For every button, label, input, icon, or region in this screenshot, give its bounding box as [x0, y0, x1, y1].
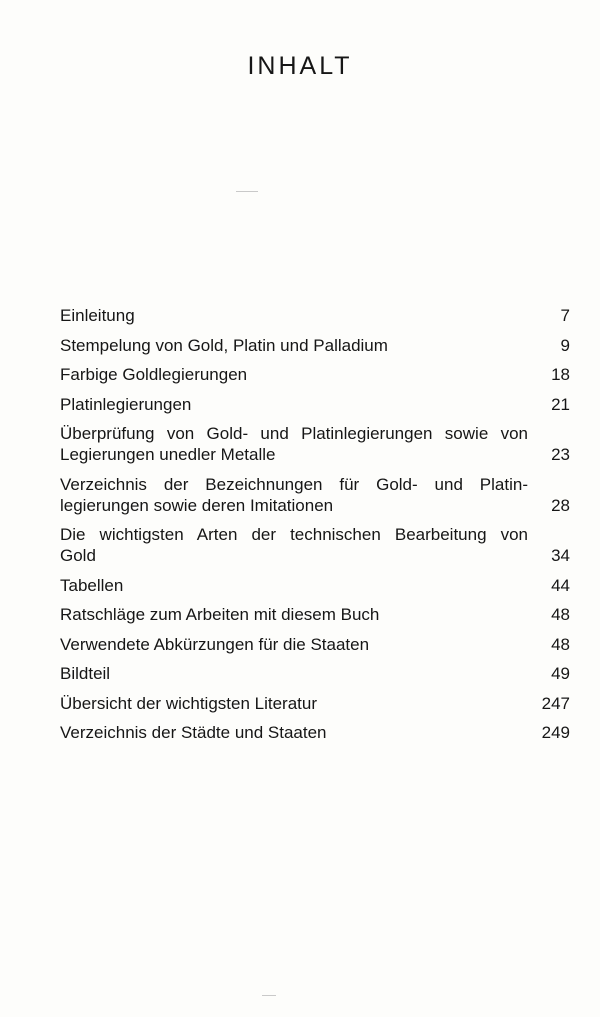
toc-entry: [60, 474, 570, 516]
toc-entry-title: [60, 364, 542, 385]
toc-entry-title-line: Tabellen: [60, 575, 124, 595]
toc-entry: [60, 364, 570, 385]
toc-entry-title-line: Einleitung: [60, 306, 135, 325]
page-title: INHALT: [247, 52, 353, 80]
toc-entry: [60, 394, 570, 415]
toc-entry-page-number: 44: [551, 575, 570, 595]
toc-entry-title-line: Ratschläge zum Arbeiten mit diesem Buch: [60, 605, 380, 624]
toc-entry-page-number: 9: [560, 335, 570, 355]
toc-entry-title-line: legierungen sowie deren Imitationen: [60, 495, 334, 515]
toc-entry-title: [60, 575, 542, 596]
toc-entry-page-number: 28: [551, 495, 570, 515]
toc-entry-page-number: 48: [551, 605, 570, 624]
toc-entry-page-number: 247: [541, 693, 570, 713]
toc-entry-title-line: Legierungen unedler Metalle: [60, 445, 276, 464]
toc-entry-title: [60, 722, 542, 743]
toc-entry-title-line: Bildteil: [60, 664, 111, 683]
toc-entry-title: [60, 474, 542, 516]
toc-entry: [60, 634, 570, 655]
toc-entry-page-number: 18: [551, 365, 570, 384]
toc-entry: [60, 693, 570, 714]
toc-entry-title-line: Übersicht der wichtigsten Literatur: [60, 693, 318, 713]
table-of-contents: [60, 305, 570, 752]
toc-entry-page-number: 48: [551, 634, 570, 654]
toc-entry-title: [60, 663, 542, 684]
toc-entry-title-line: Verzeichnis der Städte und Staaten: [60, 723, 327, 742]
toc-entry-title: [60, 394, 542, 415]
toc-entry: [60, 663, 570, 684]
toc-entry: [60, 524, 570, 566]
toc-entry: [60, 604, 570, 625]
toc-entry-title-line: Stempelung von Gold, Platin und Palladium: [60, 335, 388, 355]
toc-entry-page-number: 49: [551, 664, 570, 683]
toc-entry-title: [60, 524, 542, 566]
toc-entry: [60, 575, 570, 596]
toc-entry-title: [60, 335, 542, 356]
toc-entry: [60, 423, 570, 465]
toc-entry-title-line: Die wichtigsten Arten der technischen Bearbeitung von: [60, 525, 528, 544]
toc-entry: [60, 305, 570, 326]
toc-entry-title: [60, 423, 542, 465]
toc-entry-title: [60, 693, 542, 714]
toc-entry-title-line: Gold: [60, 546, 96, 565]
toc-entry: [60, 722, 570, 743]
toc-entry-title: [60, 305, 542, 326]
toc-entry-title-line: Verzeichnis der Bezeichnungen für Gold- und Platin-: [60, 474, 528, 494]
toc-entry-page-number: 249: [541, 723, 570, 742]
toc-entry-page-number: 7: [560, 306, 570, 325]
print-speck: [262, 995, 276, 996]
toc-entry-page-number: 23: [551, 445, 570, 464]
toc-entry-title-line: Farbige Goldlegierungen: [60, 365, 248, 384]
toc-entry-page-number: 21: [551, 394, 570, 414]
toc-entry-title-line: Verwendete Abkürzungen für die Staaten: [60, 634, 370, 654]
toc-entry-title-line: Überprüfung von Gold- und Platinlegierungen sowie von: [60, 424, 528, 443]
print-speck: [236, 191, 258, 192]
toc-entry: [60, 335, 570, 356]
toc-entry-title: [60, 634, 542, 655]
toc-entry-title-line: Platinlegierungen: [60, 394, 192, 414]
toc-entry-title: [60, 604, 542, 625]
toc-entry-page-number: 34: [551, 546, 570, 565]
